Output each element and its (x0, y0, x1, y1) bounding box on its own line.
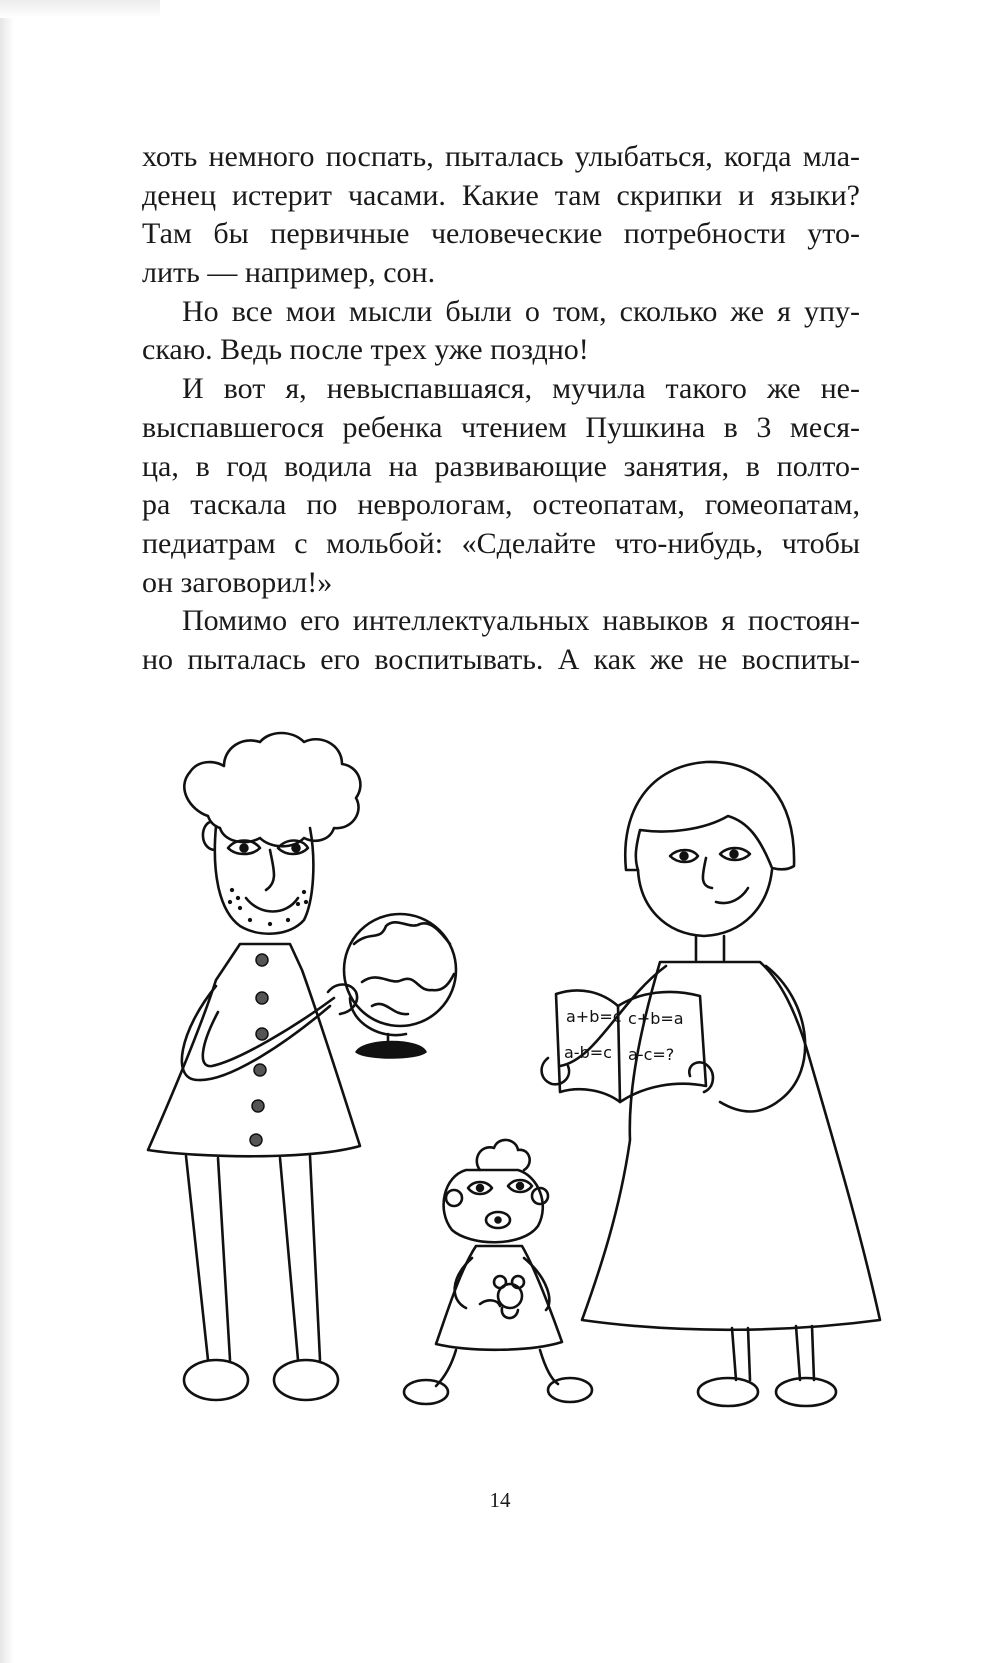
text-line: И вот я, невыспавшаяся, мучила такого же не- (182, 372, 860, 406)
mother-smile (716, 888, 748, 903)
text-line: педиатрам с мольбой: «Сделайте что-нибудь, чтобы (142, 526, 860, 560)
father-hair-cloud (184, 733, 360, 846)
book-equation: a+b=c (566, 1007, 622, 1026)
text-line: выспавшегося ребенка чтением Пушкина в 3 меся- (142, 410, 860, 444)
mother-dress (582, 962, 880, 1330)
father-nose (266, 850, 274, 890)
book-equation: a-c=? (628, 1045, 675, 1064)
mother-right-foot (776, 1378, 836, 1406)
text-line: ца, в год водила на развивающие занятия, в полто- (142, 449, 860, 483)
mother-hair (625, 762, 794, 870)
book-equation: c+b=a (628, 1009, 684, 1028)
father-smile (246, 898, 298, 912)
father-stubble (229, 889, 308, 926)
text-line: ра таскала по неврологам, остеопатам, гомеопатам, (142, 488, 860, 522)
father-left-pupil (240, 844, 248, 852)
text-line: Там бы первичные человеческие потребности уто- (142, 217, 860, 251)
child-left-foot (404, 1380, 448, 1404)
body-text (142, 138, 860, 680)
book-equation: a-b=c (564, 1043, 612, 1062)
page-top-shadow (0, 0, 160, 18)
mother-right-hand (689, 1062, 713, 1092)
page-gutter-shadow (0, 0, 14, 1663)
child-right-arm (524, 1258, 549, 1310)
child-curl (477, 1140, 530, 1170)
mother-left-leg (732, 1328, 750, 1380)
child-right-leg (540, 1350, 558, 1384)
child-left-pupil (477, 1185, 484, 1192)
family-illustration (120, 730, 920, 1420)
text-line: денец истерит часами. Какие там скрипки и языки? (142, 178, 860, 212)
text-line: скаю. Ведь после трех уже поздно! (142, 333, 589, 367)
father-left-leg (186, 1156, 230, 1360)
father-right-foot (274, 1360, 338, 1400)
child-right-foot (548, 1378, 592, 1402)
mother-figure (542, 762, 880, 1406)
math-book (556, 990, 706, 1102)
father-figure (148, 733, 456, 1400)
mother-right-leg (796, 1326, 814, 1380)
child-right-pupil (517, 1183, 524, 1190)
text-line: но пыталась его воспитывать. А как же не воспиты- (142, 642, 860, 676)
mother-right-arm (720, 966, 805, 1112)
child-left-leg (436, 1350, 456, 1386)
mother-nose (703, 858, 712, 888)
mother-neck (696, 936, 724, 960)
father-right-pupil (292, 844, 300, 852)
mother-left-foot (698, 1378, 758, 1406)
father-right-leg (280, 1156, 320, 1360)
page-number: 14 (489, 1488, 511, 1512)
mother-right-pupil (730, 850, 738, 858)
mother-left-pupil (680, 852, 688, 860)
father-left-foot (184, 1360, 248, 1400)
child-left-ear (446, 1190, 462, 1206)
globe (344, 914, 456, 1058)
text-line: хоть немного поспать, пыталась улыбаться, когда мла- (142, 140, 860, 173)
child-figure (404, 1140, 592, 1404)
father-ear (203, 822, 214, 850)
text-line: лить — например, сон. (142, 256, 436, 290)
mother-face (638, 870, 772, 936)
text-line: Но все мои мысли были о том, сколько же я упу- (182, 294, 860, 328)
toy-mouse (480, 1276, 524, 1318)
text-line: он заговорил!» (142, 565, 333, 599)
text-line: Помимо его интеллектуальных навыков я постоян- (182, 604, 860, 638)
